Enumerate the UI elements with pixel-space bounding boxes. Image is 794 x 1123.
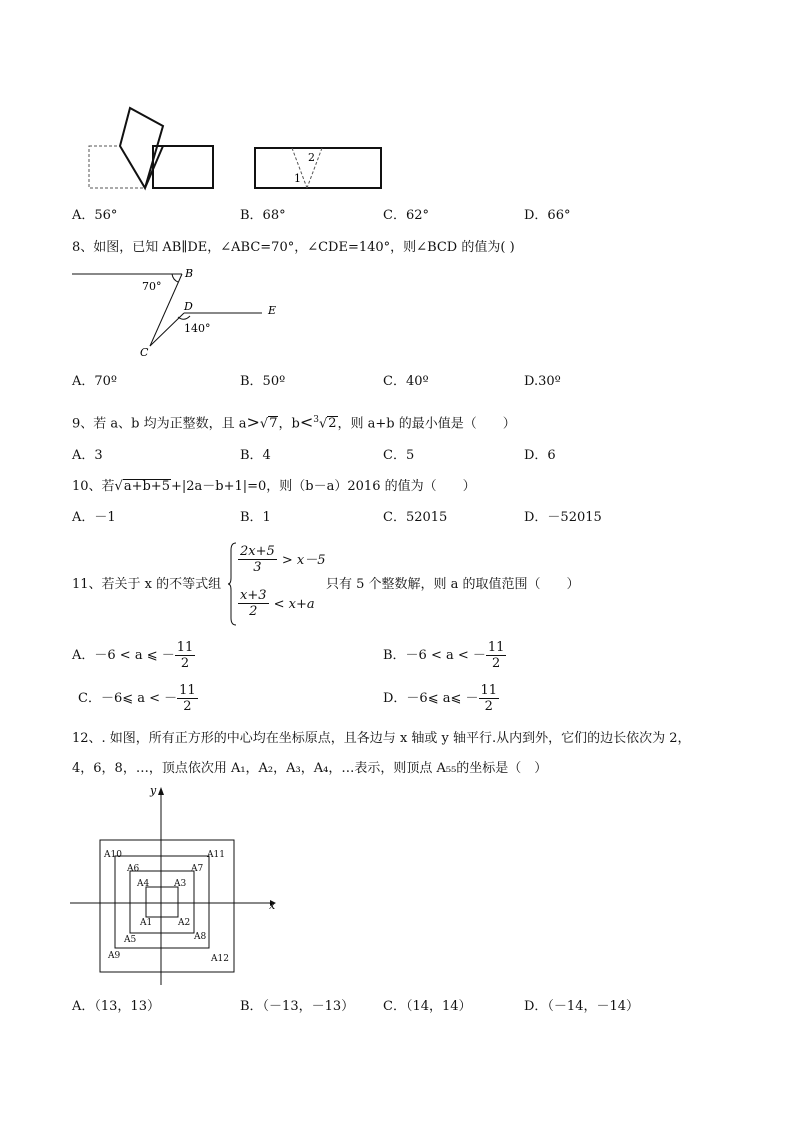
q12-label-a1: A1	[140, 918, 153, 928]
q8-label-angle-140: 140°	[184, 322, 211, 335]
q9-option-b: B．4	[240, 448, 271, 463]
q8-label-d: D	[184, 300, 193, 313]
q8-option-c: C．40º	[383, 374, 429, 389]
q12-figure	[70, 785, 280, 990]
q11-stem-lead: 11、若关于 x 的不等式组	[72, 577, 222, 592]
q7-angle-2: 2	[308, 151, 315, 164]
q10-option-b: B．1	[240, 510, 271, 525]
q12-stem-line1: 12、. 如图，所有正方形的中心均在坐标原点，且各边与 x 轴或 y 轴平行.从内到外，它们的边长依次为 2，	[72, 731, 691, 746]
q9-stem: 9、若 a、b 均为正整数，且 a>√7，b<$^3$√2，则 a+b 的最小值是（ ）	[72, 412, 516, 432]
q12-option-d: D．（－14，－14）	[524, 999, 640, 1014]
q12-label-a12: A12	[211, 954, 229, 964]
q12-label-a5: A5	[124, 935, 137, 945]
q12-option-c: C．（14，14）	[383, 999, 472, 1014]
q7-option-d: D．66°	[524, 208, 571, 223]
q12-label-a2: A2	[178, 918, 191, 928]
q11-option-c: C．－6⩽ a < － $\frac{11}{2}$	[78, 683, 196, 714]
q12-option-b: B．（－13，－13）	[240, 999, 355, 1014]
q9-option-a: A．3	[72, 448, 103, 463]
q12-option-a: A．（13，13）	[72, 999, 160, 1014]
q8-option-b: B．50º	[240, 374, 286, 389]
q9-option-d: D．6	[524, 448, 556, 463]
q11-option-b: B．－6 < a < － $\frac{11}{2}$	[383, 640, 505, 671]
q12-label-a9: A9	[108, 951, 121, 961]
q8-stem: 8、如图，已知 AB∥DE，∠ABC=70°，∠CDE=140°，则∠BCD 的值为( )	[72, 240, 515, 255]
q9-option-c: C．5	[383, 448, 415, 463]
q7-figure-right	[252, 144, 387, 194]
q12-stem-line2: 4，6，8，…，顶点依次用 A₁，A₂，A₃，A₄，…表示，则顶点 A₅₅的坐标是（ ）	[72, 761, 548, 776]
q10-option-d: D．－52015	[524, 510, 602, 525]
q10-option-a: A．－1	[72, 510, 116, 525]
q7-option-b: B．68°	[240, 208, 286, 223]
q8-label-e: E	[268, 304, 277, 317]
q7-figure-left	[85, 100, 225, 195]
q11-brace	[228, 542, 238, 626]
q11-option-a: A．－6 < a ⩽ － $\frac{11}{2}$	[72, 640, 194, 671]
q8-label-b: B	[185, 267, 194, 280]
q8-label-angle-70: 70°	[142, 280, 162, 293]
q12-label-a11: A11	[207, 850, 225, 860]
q8-figure	[72, 266, 292, 361]
q12-label-a4: A4	[137, 879, 150, 889]
q12-label-a10: A10	[104, 850, 122, 860]
q10-option-c: C．52015	[383, 510, 448, 525]
q11-option-d: D．－6⩽ a⩽ － $\frac{11}{2}$	[383, 683, 498, 714]
q12-axis-x: x	[269, 899, 276, 912]
q8-label-c: C	[140, 346, 149, 359]
q12-axis-y: y	[150, 784, 157, 797]
q7-option-c: C．62°	[383, 208, 429, 223]
q11-stem-tail: 只有 5 个整数解，则 a 的取值范围（ ）	[326, 577, 580, 592]
q12-label-a8: A8	[194, 932, 207, 942]
q11-ineq2: $\frac{x+3}{2}$ < x+a	[240, 588, 315, 619]
q11-ineq1: $\frac{2x+5}{3}$ > x－5	[240, 544, 326, 575]
q10-stem: 10、若√a+b+5+|2a－b+1|=0，则（b－a）2016 的值为（ ）	[72, 479, 476, 494]
q8-option-a: A．70º	[72, 374, 118, 389]
q12-label-a7: A7	[191, 864, 204, 874]
q7-angle-1: 1	[294, 172, 301, 185]
q12-label-a6: A6	[127, 864, 140, 874]
q7-option-a: A．56°	[72, 208, 118, 223]
q12-label-a3: A3	[174, 879, 187, 889]
q8-option-d: D.30º	[524, 374, 561, 389]
